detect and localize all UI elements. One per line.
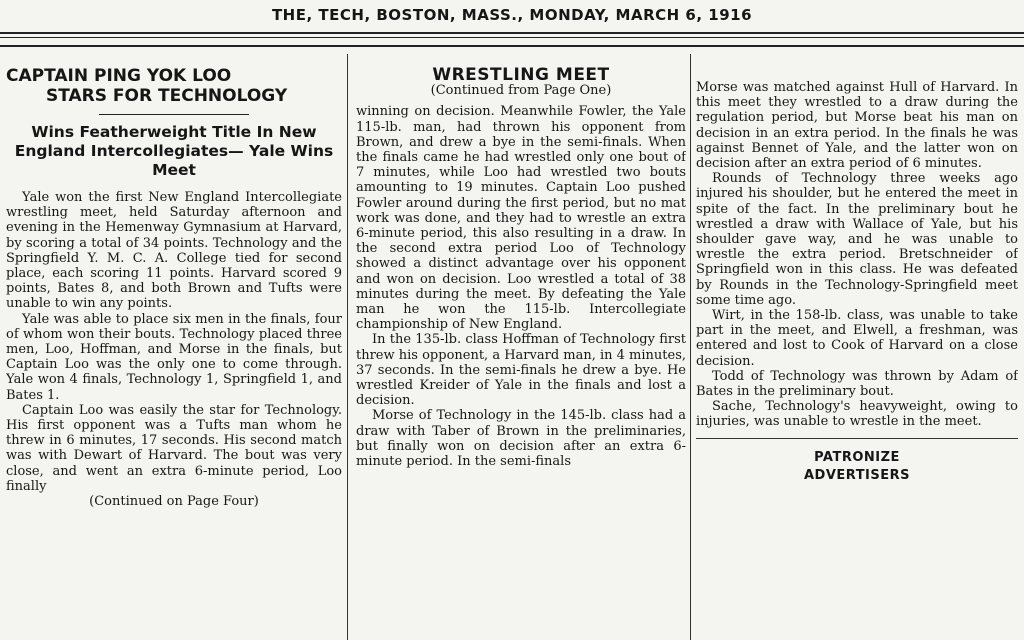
article-paragraph: winning on decision. Meanwhile Fowler, the Yale 115-lb. man, had thrown his opponent from Brown, and drew a bye in the semi-finals. When the finals came he had wrestled only one bout of 7 minutes, while Loo had wrestled two bouts amounting to 19 minutes. Captain Loo pushed Fowler around during the first period, but no mat work was done, and they had to wrestle an extra 6-minute period, this also resulting in a draw. In the second extra period Loo of Technology showed a distinct advantage over his opponent and won on decision. Loo wrestled a total of 38 minutes during the meet. By defeating the Yale man he won the 115-lb. Intercollegiate championship of New England.: [356, 104, 686, 333]
article-paragraph: Morse was matched against Hull of Harvard. In this meet they wrestled to a draw during the regulation period, but Morse beat his man on decision in an extra period. In the finals he was against Bennet of Yale, and the latter won on decision after an extra period of 6 minutes.: [696, 80, 1018, 172]
column-divider-left: [347, 54, 348, 640]
masthead: THE, TECH, BOSTON, MASS., MONDAY, MARCH 6, 1916: [271, 6, 753, 24]
ad-line-1: PATRONIZE: [814, 449, 900, 465]
left-column: [6, 54, 342, 640]
continued-from-notice: (Continued from Page One): [430, 83, 612, 99]
headline-line-2: STARS FOR TECHNOLOGY: [46, 86, 288, 106]
masthead-rule-bottom: [0, 45, 1024, 47]
headline-line-1: CAPTAIN PING YOK LOO: [6, 66, 232, 86]
subheadline: Wins Featherweight Title In New England Intercollegiates— Yale Wins Meet: [14, 123, 334, 179]
article-paragraph: Wirt, in the 158-lb. class, was unable to take part in the meet, and Elwell, a freshman, was entered and lost to Cook of Harvard on a close decision.: [696, 308, 1018, 369]
patronize-advertisers-ad: [696, 449, 1018, 485]
ad-line-2: ADVERTISERS: [803, 467, 911, 483]
article-paragraph: Yale was able to place six men in the finals, four of whom won their bouts. Technology placed three men, Loo, Hoffman, and Morse in the finals, but Captain Loo was the only one to come through. Yale won 4 finals, Technology 1, Springfield 1, and Bates 1.: [6, 311, 342, 403]
article-paragraph: In the 135-lb. class Hoffman of Technology first threw his opponent, a Harvard man, in 4 minutes, 37 seconds. In the semi-finals he drew a bye. He wrestled Kreider of Yale in the finals and lost a decision.: [356, 332, 686, 409]
masthead-rule-top: [0, 32, 1024, 34]
article-paragraph: Rounds of Technology three weeks ago injured his shoulder, but he entered the meet in spite of the fact. In the preliminary bout he wrestled a draw with Wallace of Yale, but his shoulder gave way, and he was unable to wrestle the extra period. Bretschneider of Springfield won in this class. He was defeated by Rounds in the Technology-Springfield meet some time ago.: [696, 171, 1018, 308]
article-paragraph: Yale won the first New England Intercollegiate wrestling meet, held Saturday afternoon and evening in the Hemenway Gymnasium at Harvard, by scoring a total of 34 points. Technology and the Springfield Y. M. C. A. College tied for second place, each scoring 11 points. Harvard scored 9 points, Bates 8, and both Brown and Tufts were unable to win any points.: [6, 190, 342, 312]
article-paragraph: Todd of Technology was thrown by Adam of Bates in the preliminary bout.: [696, 368, 1018, 400]
headline-divider: [99, 114, 249, 115]
column-divider-right: [690, 54, 691, 640]
article-paragraph: Morse of Technology in the 145-lb. class had a draw with Taber of Brown in the preliminaries, but finally won on decision after an extra 6-minute period. In the semi-finals: [356, 408, 686, 470]
masthead-rule-mid: [0, 37, 1024, 38]
article-paragraph: Sache, Technology's heavyweight, owing to injuries, was unable to wrestle in the meet.: [696, 399, 1018, 430]
ad-divider: [696, 438, 1018, 439]
main-headline: [6, 66, 342, 106]
wrestling-meet-title: WRESTLING MEET: [432, 65, 610, 85]
middle-column: [356, 54, 686, 640]
article-paragraph: Captain Loo was easily the star for Technology. His first opponent was a Tufts man whom he threw in 6 minutes, 17 seconds. His second match was with Dewart of Harvard. The bout was very close, and went an extra 6-minute period, Loo finally: [6, 402, 342, 494]
continued-on-notice: (Continued on Page Four): [89, 494, 259, 510]
right-column: [696, 54, 1018, 640]
